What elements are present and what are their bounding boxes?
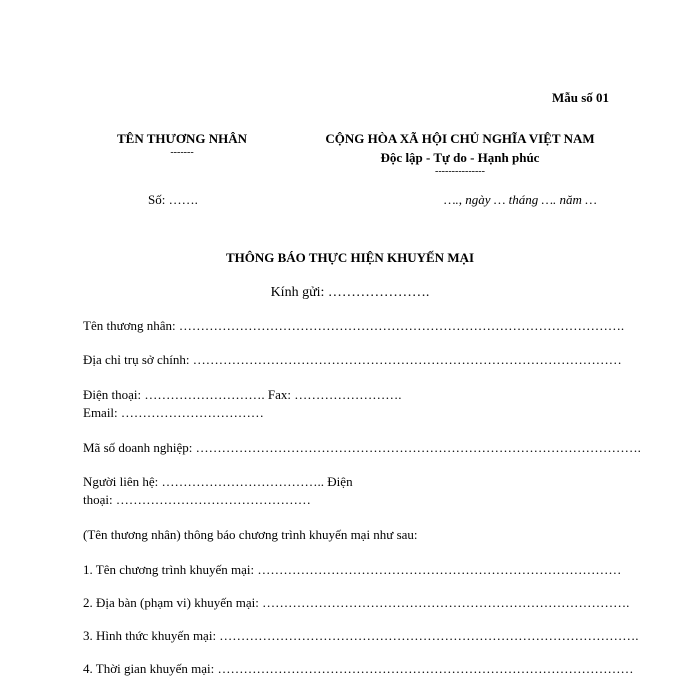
national-motto-rule: --------------- bbox=[435, 166, 485, 177]
merchant-name-header: TÊN THƯƠNG NHÂN bbox=[116, 131, 247, 146]
list-item: 4. Thời gian khuyến mại: …………………………………………………………………………………… bbox=[83, 661, 634, 676]
field-merchant-name: Tên thương nhân: …………………………………………………………………………………………. bbox=[83, 318, 625, 333]
form-code: Mẫu số 01 bbox=[552, 90, 610, 105]
list-item: 1. Tên chương trình khuyến mại: ………………………………………………………………………… bbox=[83, 562, 622, 577]
field-business-code: Mã số doanh nghiệp: …………………………………………………………………………………………. bbox=[83, 440, 641, 455]
field-phone-fax: Điện thoại: ………………………. Fax: ……………………. bbox=[83, 387, 402, 402]
document-title: THÔNG BÁO THỰC HIỆN KHUYẾN MẠI bbox=[225, 250, 475, 265]
field-head-office: Địa chỉ trụ sở chính: ……………………………………………………………………………………… bbox=[83, 352, 622, 367]
national-title: CỘNG HÒA XÃ HỘI CHỦ NGHĨA VIỆT NAM bbox=[325, 131, 595, 146]
intro-line: (Tên thương nhân) thông báo chương trình khuyến mại như sau: bbox=[83, 527, 418, 542]
list-item: 3. Hình thức khuyến mại: ……………………………………………………………………………………. bbox=[83, 628, 639, 643]
field-email: Email: …………………………… bbox=[83, 405, 264, 420]
list-item: 2. Địa bàn (phạm vi) khuyến mại: …………………………………………………………………………. bbox=[83, 595, 630, 610]
national-motto: Độc lập - Tự do - Hạnh phúc bbox=[380, 150, 540, 165]
salutation: Kính gửi: …………………. bbox=[270, 285, 430, 300]
document-number: Số: ……. bbox=[148, 192, 198, 207]
merchant-header-rule: ------- bbox=[170, 147, 194, 158]
field-contact-person: Người liên hệ: ……………………………….. Điện bbox=[83, 474, 353, 489]
date-line: …., ngày … tháng …. năm … bbox=[444, 192, 597, 207]
field-contact-phone: thoại: ……………………………………… bbox=[83, 492, 311, 507]
